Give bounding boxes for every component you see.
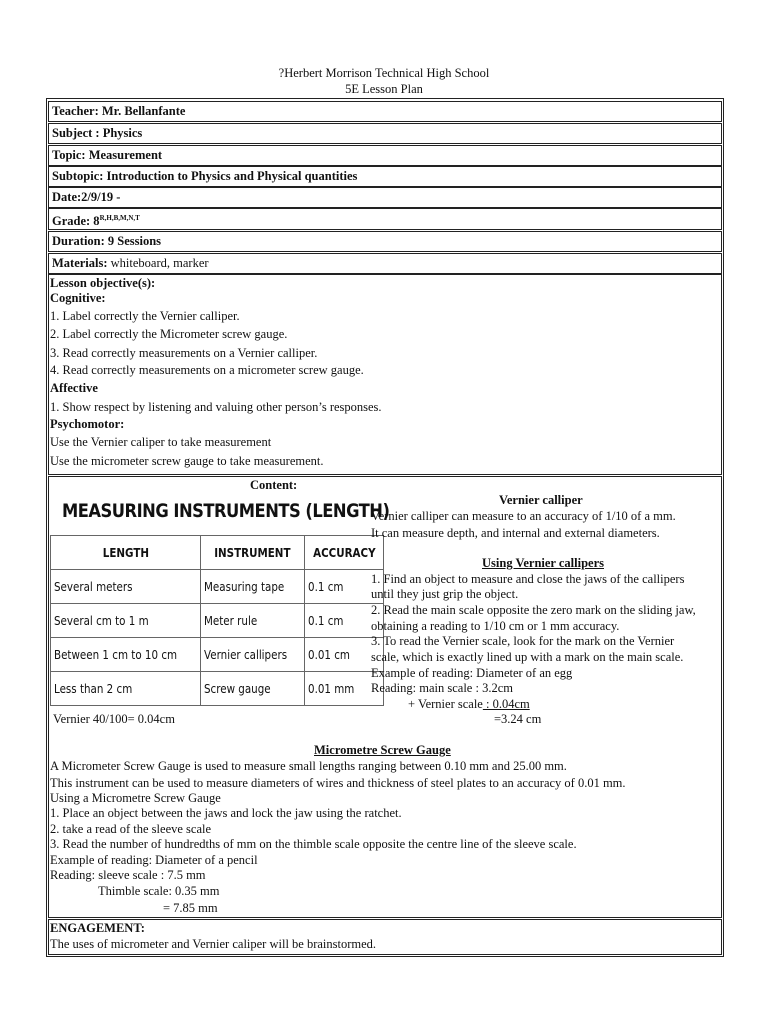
- table-cell: Less than 2 cm: [51, 672, 201, 706]
- teacher-row: Teacher: Mr. Bellanfante: [48, 101, 722, 122]
- table-cell: Vernier callipers: [201, 638, 305, 672]
- plan-title: 5E Lesson Plan: [345, 82, 423, 96]
- micrometer-line: A Micrometer Screw Gauge is used to measure small lengths ranging between 0.10 mm and 25.00 mm.: [50, 759, 567, 773]
- grade-streams: R,H,B,M,N,T: [99, 214, 140, 222]
- micrometer-line: 3. Read the number of hundredths of mm on the thimble scale opposite the centre line of the sleeve scale.: [50, 837, 577, 851]
- vernier-reading-label: + Vernier scale: [408, 697, 483, 711]
- content-title: Content:: [250, 478, 298, 492]
- engagement-text: The uses of micrometer and Vernier caliper will be brainstormed.: [50, 937, 377, 951]
- table-cell: Meter rule: [201, 604, 305, 638]
- vernier-step: Example of reading: Diameter of an egg: [371, 666, 573, 680]
- grade-label: Grade: 8: [52, 214, 100, 229]
- duration-row: Duration: 9 Sessions: [48, 231, 722, 252]
- table-row: [51, 638, 384, 672]
- school-name: ?Herbert Morrison Technical High School: [278, 66, 490, 80]
- cognitive-item: 3. Read correctly measurements on a Vernier calliper.: [50, 346, 318, 360]
- vernier-step: obtaining a reading to 1/10 cm or 1 mm accuracy.: [371, 619, 620, 633]
- engagement-title: ENGAGEMENT:: [50, 921, 145, 935]
- vernier-step: 3. To read the Vernier scale, look for the mark on the Vernier: [371, 634, 675, 648]
- vernier-step: 2. Read the main scale opposite the zero mark on the sliding jaw,: [371, 603, 696, 617]
- cognitive-item: 1. Label correctly the Vernier calliper.: [50, 309, 240, 323]
- psychomotor-title: Psychomotor:: [50, 417, 125, 431]
- cognitive-title: Cognitive:: [50, 291, 106, 305]
- vernier-step: 1. Find an object to measure and close the jaws of the callipers: [371, 572, 685, 586]
- micrometer-line: 2. take a read of the sleeve scale: [50, 822, 212, 836]
- materials-value: whiteboard, marker: [107, 256, 209, 270]
- micrometer-line: Reading: sleeve scale : 7.5 mm: [50, 868, 206, 882]
- micrometer-title: Micrometre Screw Gauge: [314, 743, 451, 757]
- table-cell: Measuring tape: [201, 570, 305, 604]
- table-cell: 0.1 cm: [304, 570, 384, 604]
- figure-title: MEASURING INSTRUMENTS (LENGTH): [62, 500, 390, 522]
- table-header-row: [51, 536, 384, 570]
- micrometer-line: Using a Micrometre Screw Gauge: [50, 791, 221, 805]
- psychomotor-item: Use the Vernier caliper to take measurement: [50, 435, 272, 449]
- vernier-reading-main: Reading: main scale : 3.2cm: [371, 681, 513, 695]
- materials-label: Materials:: [52, 256, 108, 270]
- subtopic-row: Subtopic: Introduction to Physics and Physical quantities: [48, 166, 722, 187]
- grade-row: [48, 208, 722, 230]
- table-cell: Several cm to 1 m: [51, 604, 201, 638]
- vernier-title: Vernier calliper: [499, 493, 583, 507]
- topic-row: Topic: Measurement: [48, 145, 722, 166]
- cognitive-item: 4. Read correctly measurements on a micrometer screw gauge.: [50, 363, 364, 377]
- micrometer-line: This instrument can be used to measure diameters of wires and thickness of steel plates to an accuracy of 0.01 mm.: [50, 776, 626, 790]
- micrometer-thimble: Thimble scale: 0.35 mm: [98, 884, 220, 898]
- instruments-table: [50, 535, 384, 706]
- table-row: [51, 604, 384, 638]
- table-cell: 0.01 mm: [304, 672, 384, 706]
- table-cell: Several meters: [51, 570, 201, 604]
- vernier-step: until they just grip the object.: [371, 587, 519, 601]
- table-cell: Between 1 cm to 10 cm: [51, 638, 201, 672]
- micrometer-line: 1. Place an object between the jaws and lock the jaw using the ratchet.: [50, 806, 402, 820]
- vernier-reading-total: =3.24 cm: [494, 712, 542, 726]
- table-cell: 0.1 cm: [304, 604, 384, 638]
- table-cell: Screw gauge: [201, 672, 305, 706]
- header-cell: LENGTH: [51, 536, 201, 570]
- vernier-reading-value: : 0.04cm: [482, 697, 530, 711]
- micrometer-line: Example of reading: Diameter of a pencil: [50, 853, 258, 867]
- subject-row: Subject : Physics: [48, 123, 722, 144]
- vernier-reading-vernier: [408, 697, 530, 712]
- psychomotor-item: Use the micrometer screw gauge to take measurement.: [50, 454, 324, 468]
- vernier-step: scale, which is exactly lined up with a mark on the main scale.: [371, 650, 684, 664]
- date-row: Date:2/9/19 -: [48, 187, 722, 208]
- cognitive-item: 2. Label correctly the Micrometer screw gauge.: [50, 327, 288, 341]
- materials-row: [48, 253, 722, 274]
- vernier-note: Vernier 40/100= 0.04cm: [53, 712, 175, 726]
- header-cell: INSTRUMENT: [201, 536, 305, 570]
- table-row: [51, 570, 384, 604]
- table-cell: 0.01 cm: [304, 638, 384, 672]
- table-row: [51, 672, 384, 706]
- header-cell: ACCURACY: [304, 536, 384, 570]
- affective-item: 1. Show respect by listening and valuing other person’s responses.: [50, 400, 382, 414]
- micrometer-total: = 7.85 mm: [163, 901, 218, 915]
- using-vernier-title: Using Vernier callipers: [482, 556, 604, 570]
- objectives-title: Lesson objective(s):: [50, 276, 156, 290]
- vernier-desc: It can measure depth, and internal and external diameters.: [371, 526, 660, 540]
- affective-title: Affective: [50, 381, 98, 395]
- vernier-desc: Vernier calliper can measure to an accuracy of 1/10 of a mm.: [371, 509, 676, 523]
